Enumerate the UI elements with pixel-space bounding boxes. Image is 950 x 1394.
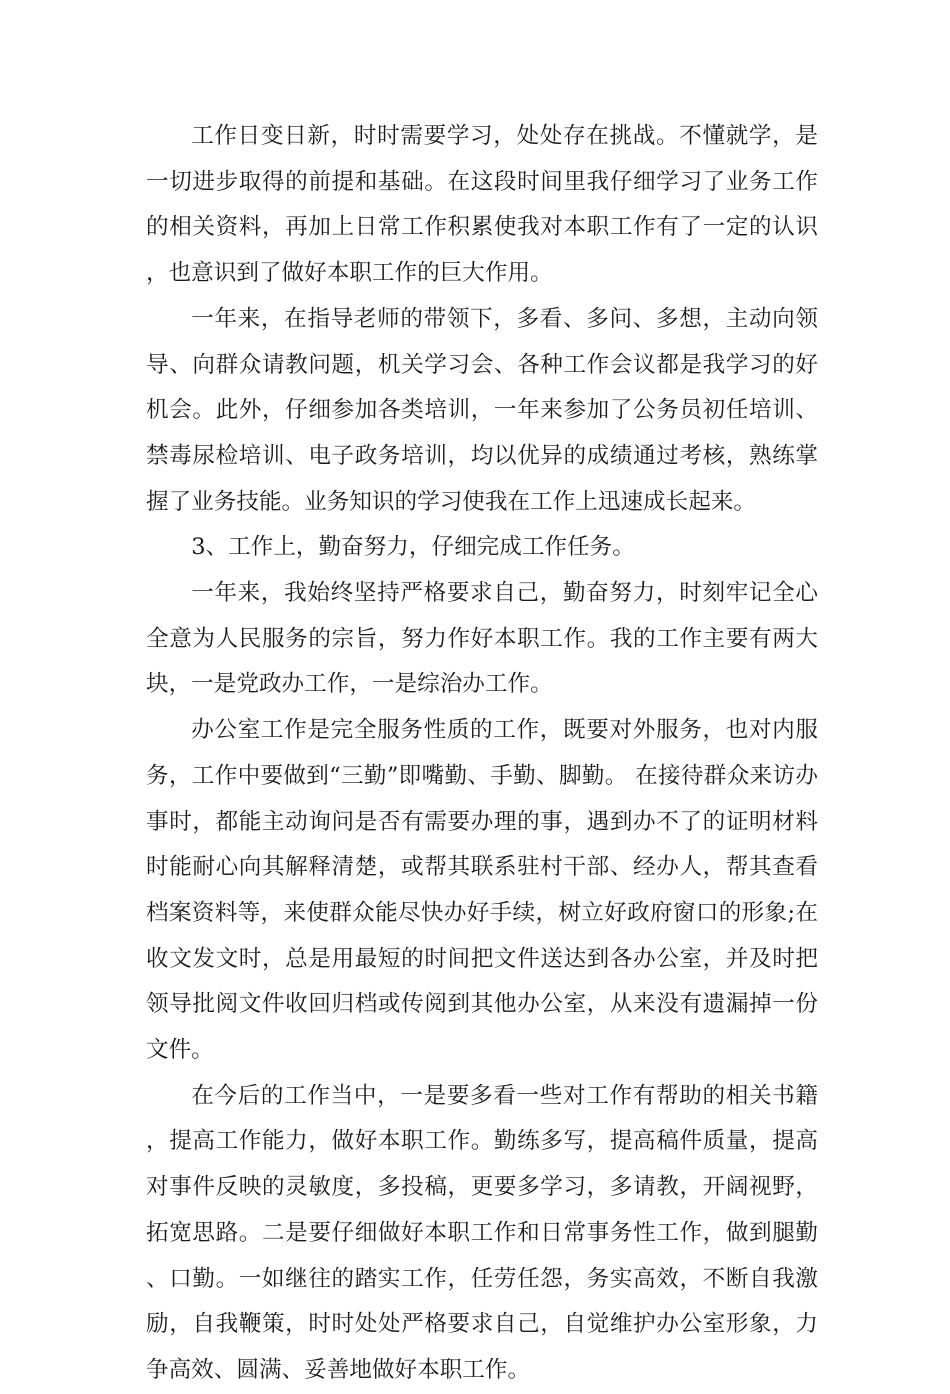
paragraph-learning: 工作日变日新，时时需要学习，处处存在挑战。不懂就学，是一切进步取得的前提和基础。在这段时间里我仔细学习了业务工作的相关资料，再加上日常工作积累使我对本职工作有了一定的认识，也意识到了做好本职工作的巨大作用。 xyxy=(146,123,818,287)
section-heading-work: 3、工作上，勤奋努力，仔细完成工作任务。 xyxy=(191,534,635,561)
paragraph-office-work: 办公室工作是完全服务性质的工作，既要对外服务，也对内服务，工作中要做到“三勤”即嘴勤、手勤、脚勤。 在接待群众来访办事时，都能主动询问是否有需要办理的事，遇到办不了的证明材料时能耐心向其解释清楚，或帮其联系驻村干部、经办人，帮其查看档案资料等，来使群众能尽快办好手续，树立好政府窗口的形象;在收文发文时，总是用最短的时间把文件送达到各办公室，并及时把领导批阅文件收回归档或传阅到其他办公室，从来没有遗漏掉一份文件。 xyxy=(146,717,818,1064)
document-body xyxy=(146,114,818,1394)
paragraph-duties: 一年来，我始终坚持严格要求自己，勤奋努力，时刻牢记全心全意为人民服务的宗旨，努力作好本职工作。我的工作主要有两大块，一是党政办工作，一是综治办工作。 xyxy=(146,580,818,698)
paragraph-future-plans: 在今后的工作当中，一是要多看一些对工作有帮助的相关书籍，提高工作能力，做好本职工作。勤练多写，提高稿件质量，提高对事件反映的灵敏度，多投稿，更要多学习，多请教，开阔视野，拓宽思路。二是要仔细做好本职工作和日常事务性工作，做到腿勤、口勤。一如继往的踏实工作，任劳任怨，务实高效，不断自我激励，自我鞭策，时时处处严格要求自己，自觉维护办公室形象，力争高效、圆满、妥善地做好本职工作。 xyxy=(146,1082,818,1383)
paragraph-training: 一年来，在指导老师的带领下，多看、多问、多想，主动向领导、向群众请教问题，机关学习会、各种工作会议都是我学习的好机会。此外，仔细参加各类培训，一年来参加了公务员初任培训、禁毒尿检培训、电子政务培训，均以优异的成绩通过考核，熟练掌握了业务技能。业务知识的学习使我在工作上迅速成长起来。 xyxy=(146,305,818,515)
